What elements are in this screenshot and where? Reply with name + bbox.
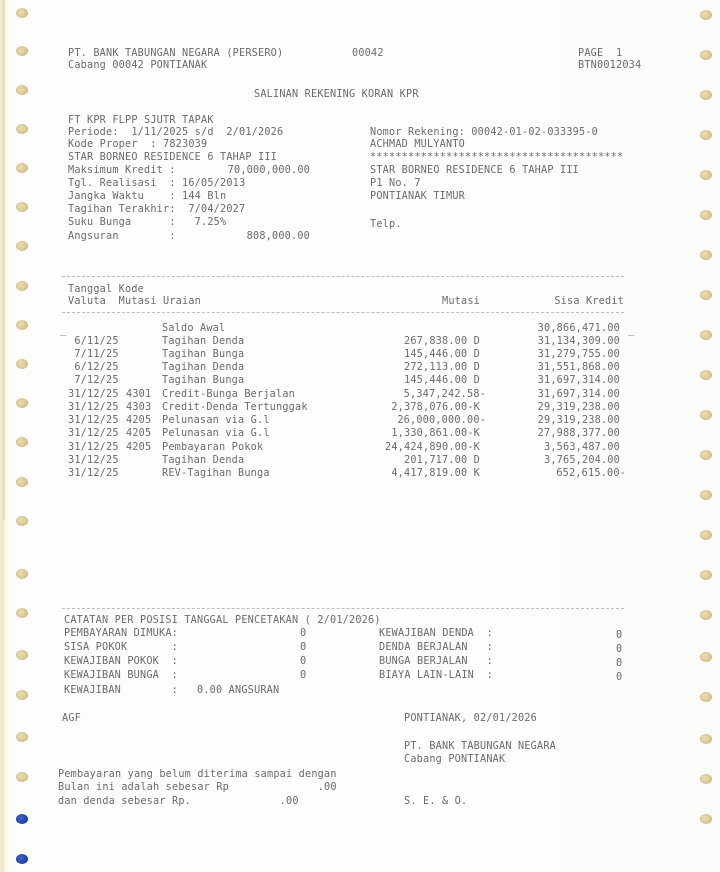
bank-name: PT. BANK TABUNGAN NEGARA (PERSERO): [68, 47, 284, 60]
row-sisa: 3,765,204.00: [543, 454, 620, 467]
hole-icon: [700, 530, 712, 540]
row-desc: Saldo Awal: [162, 322, 226, 335]
row-sisa: 31,279,755.00: [537, 348, 620, 361]
row-sisa: 31,697,314.00: [537, 374, 620, 387]
row-date: 31/12/25: [68, 427, 119, 440]
row-sisa: 29,319,238.00: [537, 414, 620, 427]
row-date: 31/12/25: [68, 414, 119, 427]
hole-icon: [16, 85, 28, 95]
address-line-2: P1 No. 7: [370, 177, 421, 190]
footer-branch: Cabang PONTIANAK: [404, 753, 506, 766]
row-date: 6/11/25: [68, 335, 119, 348]
row-date: 31/12/25: [68, 388, 119, 401]
notes-left-value: 0: [300, 641, 307, 654]
hole-icon: [16, 8, 28, 18]
hole-icon: [700, 774, 712, 784]
row-sisa: 3,563,487.00: [543, 441, 620, 454]
max-credit-value: 70,000,000.00: [227, 164, 310, 177]
tractor-holes-left: [16, 0, 36, 872]
notes-left-value: 0: [300, 655, 307, 668]
notes-divider: [62, 608, 624, 609]
row-desc: Tagihan Denda: [162, 454, 245, 467]
notes-left-label: PEMBAYARAN DIMUKA:: [64, 627, 179, 640]
errors-omissions: S. E. & O.: [404, 795, 468, 808]
hole-icon: [700, 410, 712, 420]
report-id: BTN0012034: [578, 59, 642, 72]
hole-icon: [700, 450, 712, 460]
realization-date: Tgl. Realisasi : 16/05/2013: [68, 177, 246, 190]
table-header-line2: Valuta Mutasi Uraian: [68, 295, 202, 308]
initials: AGF: [62, 712, 82, 725]
notes-right-label: DENDA BERJALAN :: [379, 641, 494, 654]
row-desc: Tagihan Denda: [162, 335, 245, 348]
hole-icon: [700, 490, 712, 500]
row-mutasi: 201,717.00 D: [403, 454, 480, 467]
hole-icon: [700, 610, 712, 620]
hole-icon: [700, 570, 712, 580]
row-code: 4205: [126, 441, 152, 454]
notes-left-value: 0: [300, 627, 307, 640]
col-header-mutasi: Mutasi: [441, 295, 480, 308]
row-code: 4205: [126, 427, 152, 440]
hole-icon: [16, 398, 28, 408]
hole-icon: [700, 692, 712, 702]
row-sisa: 31,551,868.00: [537, 361, 620, 374]
project-code: Kode Proper : 7823039: [68, 138, 208, 151]
row-sisa: 29,319,238.00: [537, 401, 620, 414]
installment-label: Angsuran :: [68, 230, 176, 243]
row-sisa: 31,697,314.00: [537, 388, 620, 401]
col-header-sisa-kredit: Sisa Kredit: [554, 295, 624, 308]
row-mutasi: 267,838.00 D: [403, 335, 480, 348]
hole-icon: [700, 330, 712, 340]
account-number: Nomor Rekening: 00042-01-02-033395-0: [370, 126, 599, 139]
hole-icon: [16, 854, 28, 864]
row-marker-left: _: [60, 324, 67, 337]
obligation-line: KEWAJIBAN : 0.00 ANGSURAN: [64, 684, 280, 697]
row-sisa: 652,615.00-: [556, 467, 626, 480]
notes-left-value: 0: [300, 669, 307, 682]
row-date: 31/12/25: [68, 454, 119, 467]
row-mutasi: 145,446.00 D: [403, 374, 480, 387]
tractor-holes-right: [700, 0, 720, 872]
customer-name: ACHMAD MULYANTO: [370, 138, 466, 151]
row-date: 31/12/25: [68, 467, 119, 480]
hole-icon: [16, 690, 28, 700]
row-mutasi: 1,330,861.00-K: [391, 427, 480, 440]
row-date: 7/11/25: [68, 348, 119, 361]
loan-term: Jangka Waktu : 144 Bln: [68, 190, 227, 203]
row-desc: Pelunasan via G.l: [162, 414, 270, 427]
hole-icon: [700, 652, 712, 662]
separator-stars: ****************************************: [370, 151, 624, 164]
hole-icon: [700, 734, 712, 744]
table-top-divider: [62, 276, 624, 277]
branch-code: 00042: [352, 47, 384, 60]
hole-icon: [16, 569, 28, 579]
phone: Telp.: [370, 218, 402, 231]
note-line-3: dan denda sebesar Rp. .00: [58, 795, 299, 808]
hole-icon: [16, 241, 28, 251]
product-name: FT KPR FLPP SJUTR TAPAK: [68, 114, 214, 127]
hole-icon: [700, 170, 712, 180]
hole-icon: [16, 359, 28, 369]
page-label: PAGE 1: [578, 47, 623, 60]
hole-icon: [700, 50, 712, 60]
row-code: 4205: [126, 414, 152, 427]
hole-icon: [16, 477, 28, 487]
hole-icon: [16, 281, 28, 291]
table-header-line1: Tanggal Kode: [68, 283, 145, 296]
notes-right-value: 0: [616, 643, 623, 656]
hole-icon: [700, 290, 712, 300]
row-desc: Pembayaran Pokok: [162, 441, 264, 454]
row-mutasi: 5,347,242.58-: [403, 388, 486, 401]
row-mutasi: 145,446.00 D: [403, 348, 480, 361]
hole-icon: [700, 370, 712, 380]
row-sisa: 31,134,309.00: [537, 335, 620, 348]
notes-right-value: 0: [616, 657, 623, 670]
hole-icon: [16, 516, 28, 526]
hole-icon: [16, 202, 28, 212]
notes-right-value: 0: [616, 671, 623, 684]
row-mutasi: 2,378,076.00-K: [391, 401, 480, 414]
notes-right-label: BUNGA BERJALAN :: [379, 655, 494, 668]
row-mutasi: 272,113.00 D: [403, 361, 480, 374]
footer-bank-name: PT. BANK TABUNGAN NEGARA: [404, 740, 557, 753]
last-bill-date: Tagihan Terakhir: 7/04/2027: [68, 203, 246, 216]
row-desc: Credit-Bunga Berjalan: [162, 388, 296, 401]
hole-icon: [16, 732, 28, 742]
row-desc: REV-Tagihan Bunga: [162, 467, 270, 480]
branch-line: Cabang 00042 PONTIANAK: [68, 59, 208, 72]
row-desc: Tagihan Bunga: [162, 374, 245, 387]
notes-left-label: KEWAJIBAN POKOK :: [64, 655, 179, 668]
row-date: 7/12/25: [68, 374, 119, 387]
notes-title: CATATAN PER POSISI TANGGAL PENCETAKAN ( 2/01/2026): [64, 614, 381, 627]
table-header-divider: [62, 312, 624, 313]
row-desc: Credit-Denda Tertunggak: [162, 401, 308, 414]
note-line-2: Bulan ini adalah sebesar Rp .00: [58, 781, 337, 794]
hole-icon: [16, 650, 28, 660]
project-name: STAR BORNEO RESIDENCE 6 TAHAP III: [68, 151, 278, 164]
hole-icon: [16, 608, 28, 618]
hole-icon: [16, 772, 28, 782]
row-date: 6/12/25: [68, 361, 119, 374]
row-sisa: 27,988,377.00: [537, 427, 620, 440]
notes-right-label: KEWAJIBAN DENDA :: [379, 627, 494, 640]
hole-icon: [700, 814, 712, 824]
notes-right-label: BIAYA LAIN-LAIN :: [379, 669, 494, 682]
hole-icon: [700, 250, 712, 260]
notes-right-value: 0: [616, 629, 623, 642]
document-title: SALINAN REKENING KORAN KPR: [254, 88, 419, 101]
hole-icon: [16, 814, 28, 824]
hole-icon: [700, 10, 712, 20]
row-mutasi: 24,424,890.00-K: [384, 441, 480, 454]
notes-left-label: KEWAJIBAN BUNGA :: [64, 669, 179, 682]
hole-icon: [16, 437, 28, 447]
max-credit-label: Maksimum Kredit :: [68, 164, 176, 177]
row-sisa: 30,866,471.00: [537, 322, 620, 335]
hole-icon: [700, 210, 712, 220]
address-line-3: PONTIANAK TIMUR: [370, 190, 466, 203]
row-desc: Tagihan Bunga: [162, 348, 245, 361]
row-code: 4301: [126, 388, 152, 401]
row-desc: Tagihan Denda: [162, 361, 245, 374]
row-marker-right: _: [628, 324, 635, 337]
hole-icon: [700, 90, 712, 100]
paper-edge: [2, 0, 5, 520]
hole-icon: [16, 163, 28, 173]
place-date: PONTIANAK, 02/01/2026: [404, 712, 538, 725]
note-line-1: Pembayaran yang belum diterima sampai dengan: [58, 768, 337, 781]
installment-value: 808,000.00: [246, 230, 310, 243]
hole-icon: [16, 320, 28, 330]
address-line-1: STAR BORNEO RESIDENCE 6 TAHAP III: [370, 164, 580, 177]
row-desc: Pelunasan via G.l: [162, 427, 270, 440]
hole-icon: [16, 46, 28, 56]
row-mutasi: 4,417,819.00 K: [391, 467, 480, 480]
notes-left-label: SISA POKOK :: [64, 641, 179, 654]
hole-icon: [16, 124, 28, 134]
row-date: 31/12/25: [68, 441, 119, 454]
interest-rate: Suku Bunga : 7.25%: [68, 216, 227, 229]
row-mutasi: 26,000,000.00-: [397, 414, 486, 427]
period: Periode: 1/11/2025 s/d 2/01/2026: [68, 126, 284, 139]
row-date: 31/12/25: [68, 401, 119, 414]
hole-icon: [700, 130, 712, 140]
row-code: 4303: [126, 401, 152, 414]
